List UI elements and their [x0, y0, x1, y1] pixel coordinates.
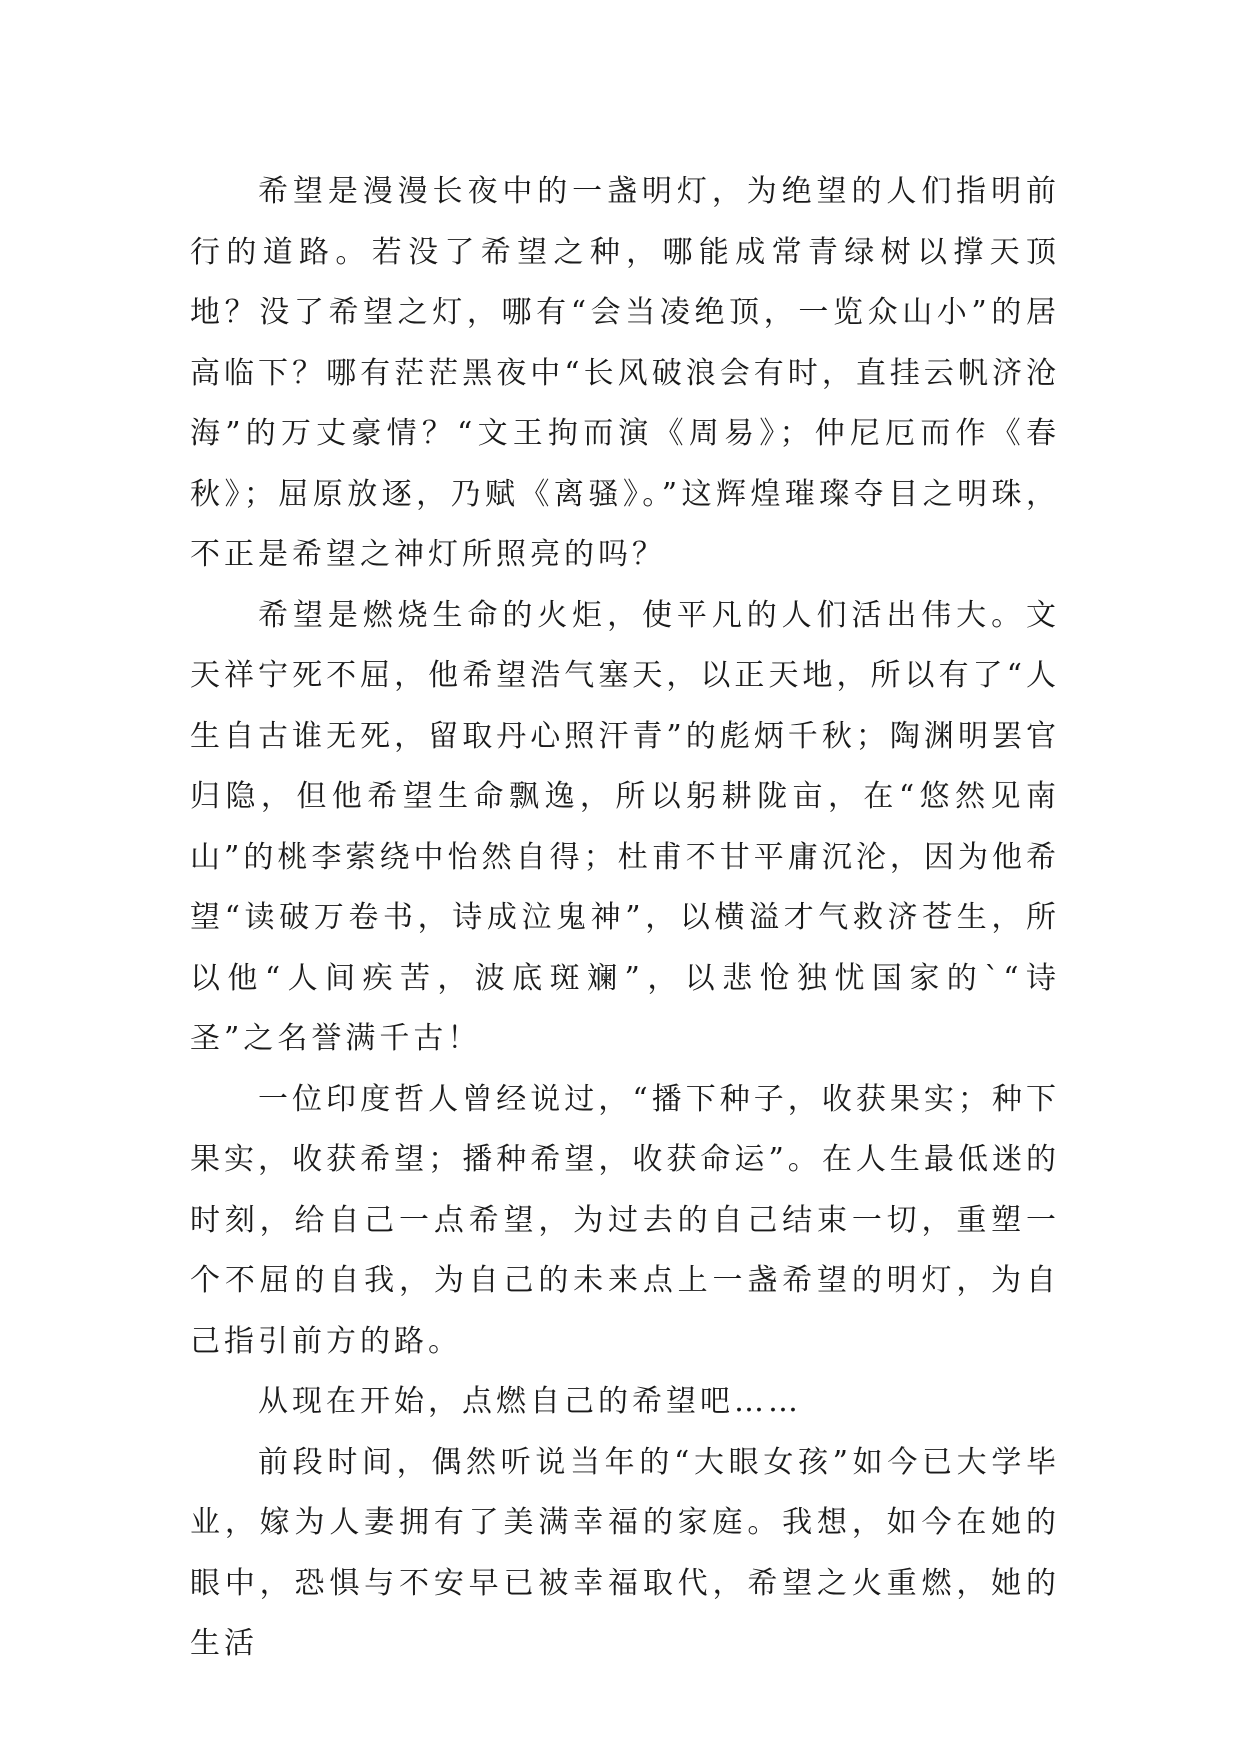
document-body [190, 162, 1060, 1675]
paragraph-big-eyed-girl: 前段时间，偶然听说当年的“大眼女孩”如今已大学毕业，嫁为人妻拥有了美满幸福的家庭。我想，如今在她的眼中，恐惧与不安早已被幸福取代，希望之火重燃，她的生活 [190, 1444, 1060, 1661]
paragraph-ignite-hope: 从现在开始，点燃自己的希望吧…… [258, 1384, 802, 1419]
paragraph-indian-philosopher: 一位印度哲人曾经说过，“播下种子，收获果实；种下果实，收获希望；播种希望，收获命运”。在人生最低迷的时刻，给自己一点希望，为过去的自己结束一切，重塑一个不屈的自我，为自己的未来点上一盏希望的明灯，为自己指引前方的路。 [190, 1081, 1060, 1359]
paragraph-hope-torch: 希望是燃烧生命的火炬，使平凡的人们活出伟大。文天祥宁死不屈，他希望浩气塞天，以正天地，所以有了“人生自古谁无死，留取丹心照汗青”的彪炳千秋；陶渊明罢官归隐，但他希望生命飘逸，所以躬耕陇亩，在“悠然见南山”的桃李萦绕中怡然自得；杜甫不甘平庸沉沦，因为他希望“读破万卷书，诗成泣鬼神”，以横溢才气救济苍生，所以他“人间疾苦，波底斑斓”，以悲怆独忧国家的`“诗圣”之名誉满千古！ [190, 597, 1060, 1056]
paragraph-hope-lamp: 希望是漫漫长夜中的一盏明灯，为绝望的人们指明前行的道路。若没了希望之种，哪能成常青绿树以撑天顶地？没了希望之灯，哪有“会当凌绝顶，一览众山小”的居高临下？哪有茫茫黑夜中“长风破浪会有时，直挂云帆济沧海”的万丈豪情？“文王拘而演《周易》；仲尼厄而作《春秋》；屈原放逐，乃赋《离骚》。”这辉煌璀璨夺目之明珠，不正是希望之神灯所照亮的吗？ [190, 174, 1060, 572]
